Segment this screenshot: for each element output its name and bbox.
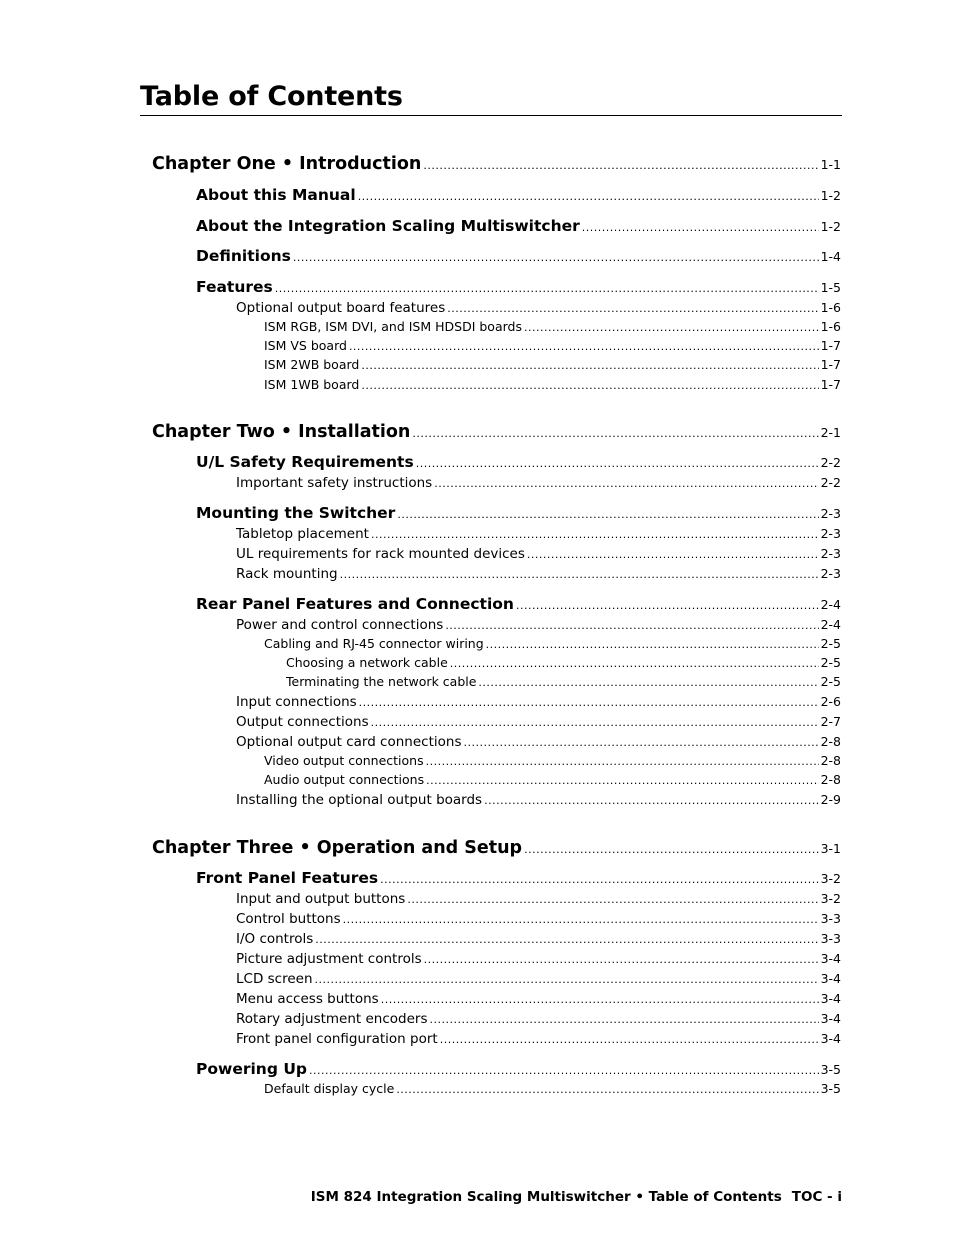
toc-entry-label: Definitions [196,247,291,265]
toc-entry-page-number: 3-4 [820,971,841,986]
toc-entry-page-number: 2-4 [820,617,841,632]
toc-entry-label: Chapter One • Introduction [152,154,422,174]
toc-entry-page-number: 2-6 [820,694,841,709]
toc-chapter-entry[interactable] [152,838,841,858]
toc-entry[interactable] [236,734,841,750]
toc-entry-page-number: 1-4 [820,249,841,264]
toc-entry-page-number: 2-3 [820,566,841,581]
dot-leader [371,528,819,541]
dot-leader [396,1083,818,1096]
toc-entry-page-number: 2-5 [820,674,841,689]
toc-entry-label: Chapter Three • Operation and Setup [152,838,523,858]
toc-entry[interactable] [264,636,841,651]
toc-entry[interactable] [196,869,841,887]
dot-leader [361,379,818,392]
toc-entry[interactable] [196,1060,841,1078]
toc-entry[interactable] [236,792,841,808]
toc-entry[interactable] [264,338,841,353]
dot-leader [524,843,818,856]
dot-leader [315,933,818,946]
toc-entry-page-number: 2-1 [820,425,841,440]
dot-leader [447,302,818,315]
toc-entry-label: ISM VS board [264,338,347,353]
dot-leader [315,973,819,986]
dot-leader [430,1013,819,1026]
toc-entry[interactable] [236,971,841,987]
dot-leader [371,716,819,729]
toc-entry-label: Optional output card connections [236,734,462,750]
toc-entry-label: I/O controls [236,931,314,947]
title-divider [140,115,842,116]
toc-entry-label: Front panel configuration port [236,1031,438,1047]
toc-entry[interactable] [196,247,841,265]
toc-entry-page-number: 2-4 [820,597,841,612]
dot-leader [293,251,819,264]
toc-entry[interactable] [264,319,841,334]
toc-entry[interactable] [264,357,841,372]
toc-entry-page-number: 2-3 [820,526,841,541]
toc-entry[interactable] [236,911,841,927]
toc-entry[interactable] [236,526,841,542]
toc-entry-page-number: 3-5 [820,1062,841,1077]
toc-entry-page-number: 2-3 [820,546,841,561]
dot-leader [359,696,819,709]
dot-leader [450,657,819,670]
toc-entry-page-number: 3-4 [820,1031,841,1046]
toc-entry-label: Power and control connections [236,617,444,633]
toc-entry-label: Front Panel Features [196,869,379,887]
dot-leader [445,619,818,632]
dot-leader [381,993,819,1006]
toc-entry-page-number: 2-2 [820,455,841,470]
toc-entry-page-number: 1-5 [820,280,841,295]
toc-entry-label: Control buttons [236,911,341,927]
dot-leader [440,1033,819,1046]
toc-entry[interactable] [236,694,841,710]
toc-entry-label: U/L Safety Requirements [196,453,414,471]
dot-leader [426,755,819,768]
toc-entry-page-number: 1-6 [820,319,841,334]
toc-entry-label: ISM RGB, ISM DVI, and ISM HDSDI boards [264,319,522,334]
toc-entry-label: About the Integration Scaling Multiswitcher [196,217,580,235]
toc-entry-page-number: 1-2 [820,219,841,234]
toc-entry-label: LCD screen [236,971,313,987]
toc-entry[interactable] [236,566,841,582]
toc-entry-label: Cabling and RJ-45 connector wiring [264,636,484,651]
toc-entry-page-number: 3-4 [820,1011,841,1026]
toc-entry[interactable] [236,951,841,967]
dot-leader [463,736,818,749]
toc-entry[interactable] [196,186,841,204]
toc-entry[interactable] [236,546,841,562]
toc-entry-label: Input and output buttons [236,891,406,907]
toc-entry-page-number: 1-1 [820,157,841,172]
toc-entry-label: Video output connections [264,753,424,768]
dot-leader [478,676,818,689]
toc-entry-page-number: 2-8 [820,772,841,787]
toc-entry-page-number: 1-6 [820,300,841,315]
toc-entry[interactable] [196,453,841,471]
dot-leader [527,548,819,561]
dot-leader [397,508,818,521]
toc-entry[interactable] [196,217,841,235]
toc-entry[interactable] [196,504,841,522]
toc-entry-label: Rotary adjustment encoders [236,1011,428,1027]
toc-entry[interactable] [236,1011,841,1027]
footer-text: ISM 824 Integration Scaling Multiswitcher • Table of Contents [310,1189,782,1205]
toc-entry-label: Rear Panel Features and Connection [196,595,514,613]
dot-leader [407,893,818,906]
toc-entry-label: Input connections [236,694,357,710]
toc-entry[interactable] [236,300,841,316]
toc-entry-label: Tabletop placement [236,526,369,542]
toc-entry-page-number: 2-5 [820,636,841,651]
toc-entry-page-number: 3-3 [820,911,841,926]
toc-entry-label: Powering Up [196,1060,308,1078]
dot-leader [358,190,819,203]
toc-entry-page-number: 2-5 [820,655,841,670]
dot-leader [423,159,818,172]
toc-entry-label: ISM 1WB board [264,377,360,392]
dot-leader [309,1064,819,1077]
dot-leader [412,427,818,440]
toc-entry[interactable] [264,377,841,392]
dot-leader [434,477,818,490]
toc-entry-label: Audio output connections [264,772,425,787]
toc-entry[interactable] [236,891,841,907]
toc-entry-page-number: 3-2 [820,891,841,906]
toc-entry-label: Picture adjustment controls [236,951,422,967]
toc-entry-label: Default display cycle [264,1081,395,1096]
dot-leader [349,340,819,353]
dot-leader [275,282,819,295]
toc-entry[interactable] [236,617,841,633]
toc-entry-page-number: 1-2 [820,188,841,203]
toc-entry-page-number: 3-4 [820,991,841,1006]
toc-entry-page-number: 3-5 [820,1081,841,1096]
toc-entry[interactable] [236,931,841,947]
toc-entry-label: Output connections [236,714,369,730]
dot-leader [361,359,818,372]
toc-entry-label: Mounting the Switcher [196,504,396,522]
dot-leader [486,638,819,651]
toc-entry[interactable] [236,1031,841,1047]
dot-leader [340,568,819,581]
dot-leader [582,221,819,234]
toc-entry-label: Choosing a network cable [286,655,448,670]
toc-entry-page-number: 1-7 [820,357,841,372]
toc-entry-label: UL requirements for rack mounted devices [236,546,525,562]
toc-entry-page-number: 3-1 [820,841,841,856]
toc-entry[interactable] [264,753,841,768]
toc-entry[interactable] [236,714,841,730]
dot-leader [424,953,819,966]
toc-entry-label: Installing the optional output boards [236,792,483,808]
footer-page-number: TOC - i [791,1189,842,1205]
toc-entry-label: About this Manual [196,186,356,204]
toc-entry[interactable] [236,991,841,1007]
page-footer [311,1189,842,1205]
toc-entry-label: Menu access buttons [236,991,379,1007]
toc-entry-page-number: 2-7 [820,714,841,729]
toc-chapter-entry[interactable] [152,422,841,442]
toc-entry-page-number: 1-7 [820,377,841,392]
toc-entry[interactable] [264,772,841,787]
toc-entry-label: Features [196,278,273,296]
toc-entry[interactable] [236,475,841,491]
toc-chapter-entry[interactable] [152,154,841,174]
toc-entry-page-number: 1-7 [820,338,841,353]
toc-entry-label: Terminating the network cable [286,674,477,689]
dot-leader [343,913,819,926]
toc-entry-page-number: 3-3 [820,931,841,946]
toc-entry-label: Chapter Two • Installation [152,422,411,442]
toc-entry[interactable] [286,674,841,689]
dot-leader [380,873,818,886]
toc-entry-label: Rack mounting [236,566,338,582]
toc-entry-label: ISM 2WB board [264,357,360,372]
toc-entry[interactable] [196,278,841,296]
toc-entry-page-number: 2-9 [820,792,841,807]
toc-entry-label: Important safety instructions [236,475,433,491]
toc-entry-page-number: 2-8 [820,753,841,768]
toc-entry-page-number: 2-3 [820,506,841,521]
toc-entry-page-number: 3-4 [820,951,841,966]
dot-leader [516,599,819,612]
dot-leader [416,457,819,470]
toc-entry-page-number: 3-2 [820,871,841,886]
dot-leader [524,321,819,334]
toc-entry-label: Optional output board features [236,300,446,316]
page-title: Table of Contents [140,81,403,112]
dot-leader [426,774,818,787]
toc-entry[interactable] [196,595,841,613]
toc-entry-page-number: 2-8 [820,734,841,749]
toc-entry[interactable] [286,655,841,670]
toc-entry-page-number: 2-2 [820,475,841,490]
toc-entry[interactable] [264,1081,841,1096]
dot-leader [484,794,818,807]
